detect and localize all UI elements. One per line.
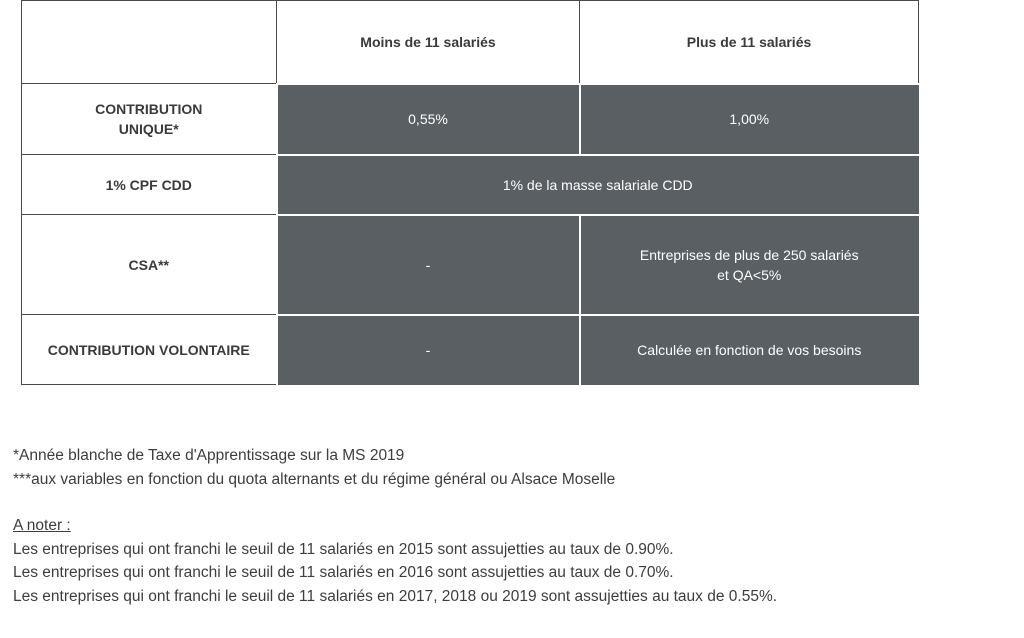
cell-contribution-unique-over-11: 1,00% [580,84,919,155]
cell-volontaire-over-11: Calculée en fonction de vos besoins [580,315,919,385]
row-label-line: UNIQUE* [118,121,179,137]
contribution-table [21,0,919,385]
note-title: A noter : [13,517,71,534]
cell-volontaire-under-11: - [277,315,580,385]
cell-csa-over-11 [580,215,919,315]
table-header-row [22,1,919,84]
row-label-line: CONTRIBUTION [95,101,203,117]
row-label-cpf-cdd: 1% CPF CDD [22,155,277,215]
table-row [22,215,919,315]
footnote-variables: ***aux variables en fonction du quota alternants et du régime général ou Alsace Moselle [13,470,616,488]
note-block [13,514,777,608]
note-line: Les entreprises qui ont franchi le seuil de 11 salariés en 2015 sont assujetties au taux de 0.90%. [13,540,674,558]
row-label-contribution-unique [22,84,277,155]
table-row [22,315,919,385]
cell-cpf-cdd-merged: 1% de la masse salariale CDD [277,155,919,215]
table-row [22,84,919,155]
row-label-csa: CSA** [22,215,277,315]
note-line: Les entreprises qui ont franchi le seuil de 11 salariés en 2016 sont assujetties au taux de 0.70%. [13,564,674,581]
cell-line: et QA<5% [717,266,782,283]
cell-line: Entreprises de plus de 250 salariés [639,246,859,263]
cell-csa-under-11: - [277,215,580,315]
footnotes [13,444,615,491]
table-row [22,155,919,215]
header-over-11: Plus de 11 salariés [580,1,919,84]
footnote-annee-blanche: *Année blanche de Taxe d'Apprentissage sur la MS 2019 [13,447,405,464]
table-corner-cell [22,1,277,84]
row-label-contribution-volontaire: CONTRIBUTION VOLONTAIRE [22,315,277,385]
note-line: Les entreprises qui ont franchi le seuil de 11 salariés en 2017, 2018 ou 2019 sont assujetties au taux de 0.55%. [13,587,778,605]
cell-contribution-unique-under-11: 0,55% [277,84,580,155]
header-under-11: Moins de 11 salariés [277,1,580,84]
